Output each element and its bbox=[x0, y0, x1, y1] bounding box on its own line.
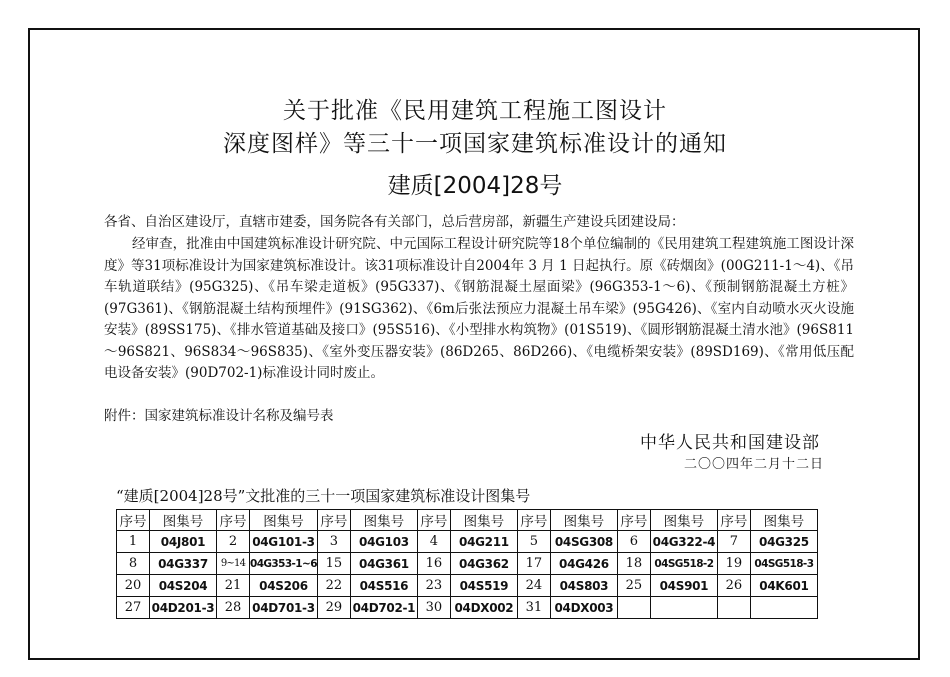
salutation: 各省、自治区建设厅，直辖市建委，国务院各有关部门，总后营房部，新疆生产建设兵团建设局： bbox=[104, 214, 685, 230]
atlas-code-cell: 04G322-4 bbox=[650, 531, 717, 553]
serial-no-cell: 24 bbox=[517, 575, 550, 597]
atlas-code-cell: 04S204 bbox=[150, 575, 217, 597]
atlas-code-cell: 04SG518-3 bbox=[750, 553, 817, 575]
standards-table bbox=[116, 509, 818, 619]
atlas-code-cell: 04D201-3 bbox=[150, 597, 217, 619]
serial-no-cell: 29 bbox=[317, 597, 350, 619]
atlas-code-cell: 04G337 bbox=[150, 553, 217, 575]
serial-no-cell: 6 bbox=[617, 531, 650, 553]
header-serial-no: 序号 bbox=[317, 510, 350, 531]
table-row bbox=[117, 597, 818, 619]
atlas-code-cell: 04S901 bbox=[650, 575, 717, 597]
table-row bbox=[117, 575, 818, 597]
atlas-code-cell: 04J801 bbox=[150, 531, 217, 553]
atlas-code-cell: 04D701-3 bbox=[250, 597, 318, 619]
notice-title-line-1: 关于批准《民用建筑工程施工图设计 bbox=[283, 98, 667, 124]
serial-no-cell: 27 bbox=[117, 597, 150, 619]
atlas-code-cell: 04S519 bbox=[450, 575, 517, 597]
atlas-code-cell: 04G426 bbox=[550, 553, 617, 575]
serial-no-cell: 28 bbox=[217, 597, 250, 619]
atlas-code-cell: 04D702-1 bbox=[350, 597, 417, 619]
atlas-code-cell: 04G353-1~6 bbox=[250, 553, 318, 575]
serial-no-cell: 15 bbox=[317, 553, 350, 575]
serial-no-cell: 30 bbox=[417, 597, 450, 619]
header-atlas-code: 图集号 bbox=[650, 510, 717, 531]
atlas-code-cell: 04S803 bbox=[550, 575, 617, 597]
atlas-code-cell: 04SG308 bbox=[550, 531, 617, 553]
serial-no-cell: 23 bbox=[417, 575, 450, 597]
notice-body: 经审查，批准由中国建筑标准设计研究院、中元国际工程设计研究院等18个单位编制的《民用建筑工程建筑施工图设计深度》等31项标准设计为国家建筑标准设计。该31项标准设计自2004年 3 月 1 日起执行。原《砖烟囱》(00G211-1～4)、《吊车轨道联结》(95G325)、《吊车梁走道板》(95G337)、《钢筋混凝土屋面梁》(96G353-1～6)、《预制钢筋混凝土方桩》(97G361)、《钢筋混凝土结构预埋件》(91SG362)、《6m后张法预应力混凝土吊车梁》(95G426)、《室内自动喷水灭火设施安装》(89SS175)、《排水管道基础及接口》(95S516)、《小型排水构筑物》(01S519)、《圆形钢筋混凝土清水池》(96S811～96S821、96S834～96S835)、《室外变压器安装》(86D265、86D266)、《电缆桥架安装》(89SD169)、《常用低压配电设备安装》(90D702-1)标准设计同时废止。 bbox=[104, 236, 854, 381]
header-serial-no: 序号 bbox=[117, 510, 150, 531]
atlas-code-cell bbox=[650, 597, 717, 619]
header-serial-no: 序号 bbox=[217, 510, 250, 531]
atlas-code-cell: 04DX002 bbox=[450, 597, 517, 619]
serial-no-cell: 21 bbox=[217, 575, 250, 597]
header-atlas-code: 图集号 bbox=[750, 510, 817, 531]
serial-no-cell: 16 bbox=[417, 553, 450, 575]
atlas-code-cell: 04G361 bbox=[350, 553, 417, 575]
header-atlas-code: 图集号 bbox=[150, 510, 217, 531]
serial-no-cell: 19 bbox=[717, 553, 750, 575]
attachment-line: 附件：国家建筑标准设计名称及编号表 bbox=[104, 408, 334, 424]
header-atlas-code: 图集号 bbox=[450, 510, 517, 531]
issuing-ministry: 中华人民共和国建设部 bbox=[640, 433, 820, 453]
serial-no-cell: 1 bbox=[117, 531, 150, 553]
header-serial-no: 序号 bbox=[417, 510, 450, 531]
document-number: 建质[2004]28号 bbox=[387, 173, 563, 199]
atlas-code-cell: 04S516 bbox=[350, 575, 417, 597]
atlas-code-cell: 04G362 bbox=[450, 553, 517, 575]
serial-no-cell: 17 bbox=[517, 553, 550, 575]
serial-no-cell: 3 bbox=[317, 531, 350, 553]
serial-no-cell: 22 bbox=[317, 575, 350, 597]
atlas-code-cell: 04G325 bbox=[750, 531, 817, 553]
table-row bbox=[117, 531, 818, 553]
atlas-code-cell: 04SG518-2 bbox=[650, 553, 717, 575]
header-atlas-code: 图集号 bbox=[250, 510, 318, 531]
atlas-code-cell: 04G211 bbox=[450, 531, 517, 553]
serial-no-cell bbox=[717, 597, 750, 619]
atlas-code-cell: 04S206 bbox=[250, 575, 318, 597]
header-serial-no: 序号 bbox=[717, 510, 750, 531]
issue-date: 二〇〇四年二月十二日 bbox=[684, 457, 825, 472]
header-serial-no: 序号 bbox=[517, 510, 550, 531]
serial-no-cell: 31 bbox=[517, 597, 550, 619]
table-row bbox=[117, 553, 818, 575]
table-header-row bbox=[117, 510, 818, 531]
header-atlas-code: 图集号 bbox=[350, 510, 417, 531]
atlas-code-cell: 04G101-3 bbox=[250, 531, 318, 553]
serial-no-cell: 7 bbox=[717, 531, 750, 553]
serial-no-cell: 25 bbox=[617, 575, 650, 597]
atlas-code-cell bbox=[750, 597, 817, 619]
serial-no-cell: 5 bbox=[517, 531, 550, 553]
notice-title-line-2: 深度图样》等三十一项国家建筑标准设计的通知 bbox=[223, 131, 727, 157]
serial-no-cell: 20 bbox=[117, 575, 150, 597]
serial-no-cell: 9~14 bbox=[217, 553, 250, 575]
serial-no-cell: 18 bbox=[617, 553, 650, 575]
header-serial-no: 序号 bbox=[617, 510, 650, 531]
atlas-code-cell: 04DX003 bbox=[550, 597, 617, 619]
serial-no-cell bbox=[617, 597, 650, 619]
serial-no-cell: 26 bbox=[717, 575, 750, 597]
serial-no-cell: 4 bbox=[417, 531, 450, 553]
atlas-code-cell: 04G103 bbox=[350, 531, 417, 553]
serial-no-cell: 8 bbox=[117, 553, 150, 575]
table-caption: “建质[2004]28号”文批准的三十一项国家建筑标准设计图集号 bbox=[116, 487, 531, 505]
atlas-code-cell: 04K601 bbox=[750, 575, 817, 597]
header-atlas-code: 图集号 bbox=[550, 510, 617, 531]
serial-no-cell: 2 bbox=[217, 531, 250, 553]
